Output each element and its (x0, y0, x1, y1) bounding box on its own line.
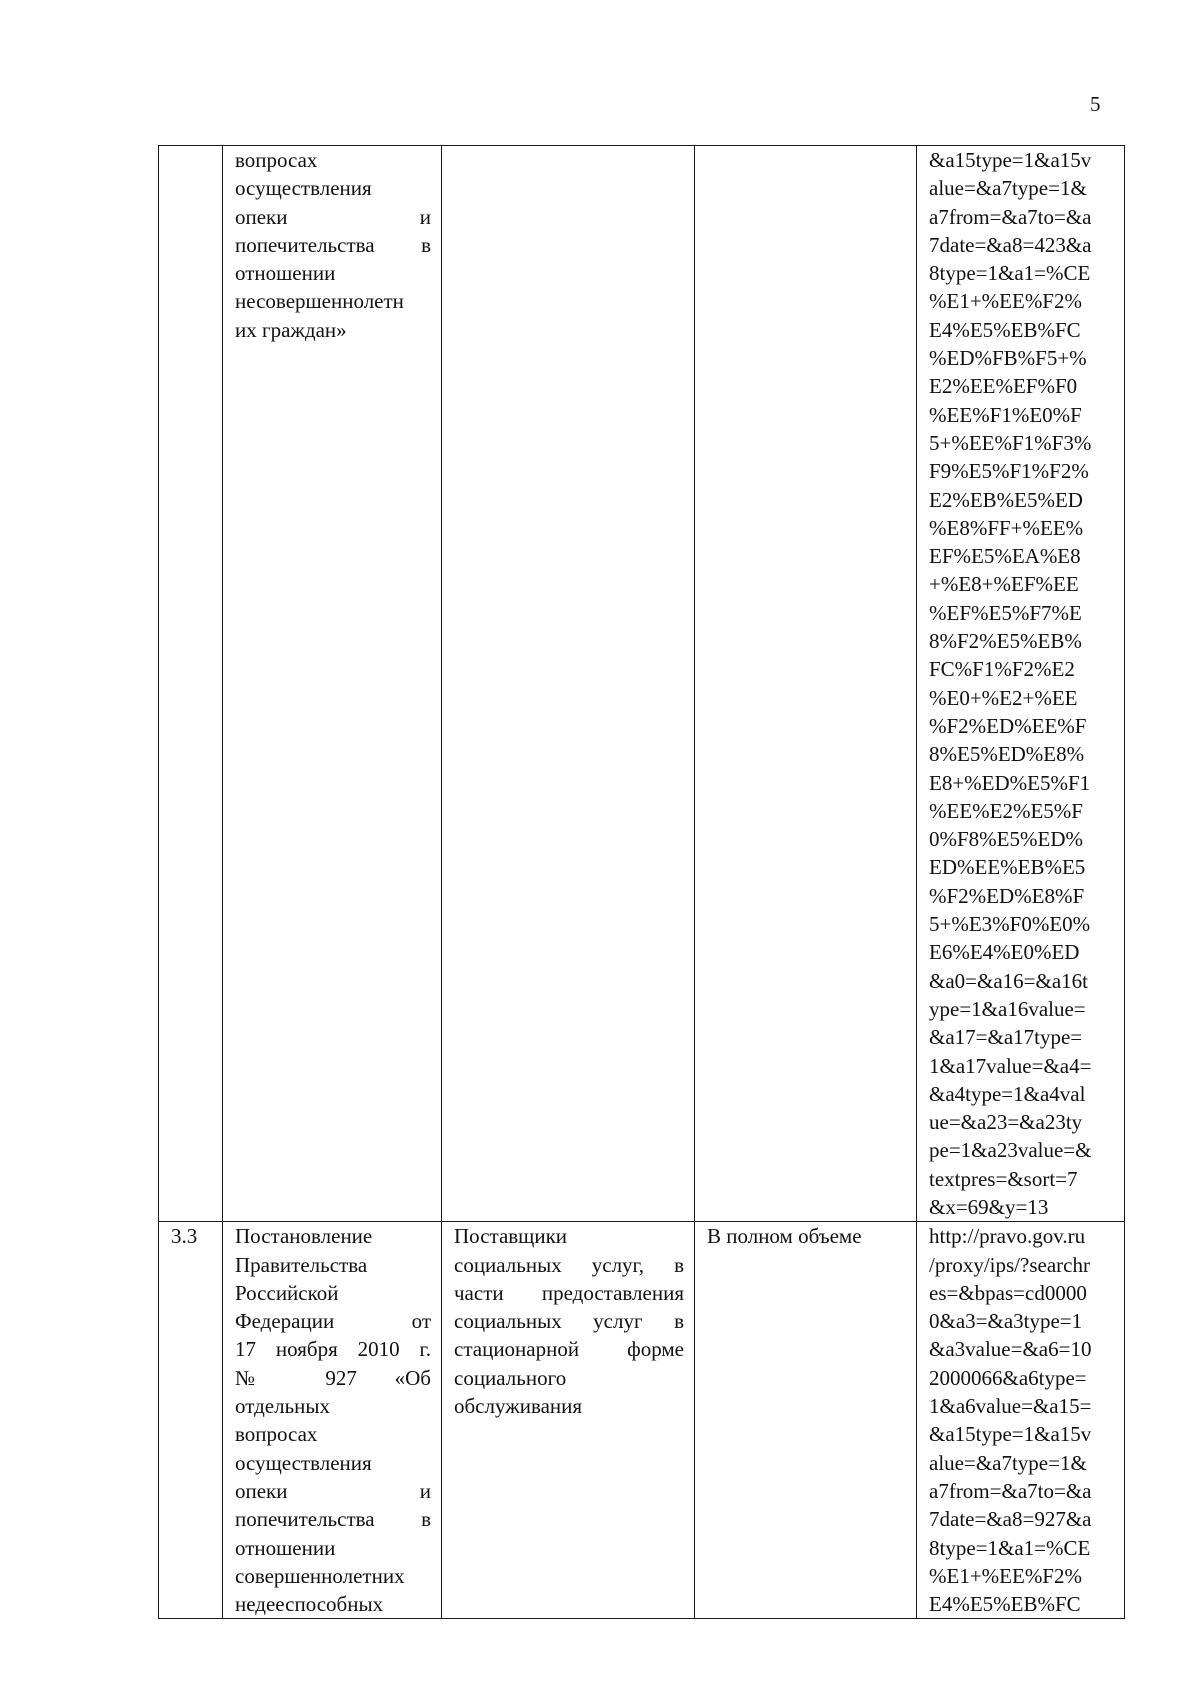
text-line: отношении (235, 1535, 336, 1560)
document-text (223, 146, 441, 344)
row-number: 3.3 (171, 1224, 198, 1249)
text-line: %EE%F1%E0%F (929, 402, 1082, 427)
text-line: ED%EE%EB%E5 (929, 855, 1086, 880)
text-line: осуществления (235, 176, 372, 201)
text-line: a7from=&a7to=&a (929, 1478, 1092, 1503)
page-number: 5 (1090, 92, 1101, 116)
text-line: %EE%E2%E5%F (929, 798, 1083, 823)
text-line: 0&a3=&a3type=1 (929, 1309, 1083, 1334)
text-line: alue=&a7type=1& (929, 176, 1087, 201)
text-line: Правительства (235, 1252, 368, 1277)
table-row (159, 146, 1125, 1222)
text-line: &x=69&y=13 (929, 1194, 1049, 1219)
text-line: E6%E4%E0%ED (929, 940, 1080, 965)
subjects-cell (442, 146, 695, 1222)
subjects-cell (442, 1222, 695, 1619)
text-line: опеки и (235, 1478, 431, 1503)
text-line: опеки и (235, 204, 431, 229)
text-line: 7date=&a8=927&a (929, 1507, 1092, 1532)
text-line: Российской (235, 1280, 339, 1305)
text-line: попечительства в (235, 1507, 431, 1532)
text-line: 8%F2%E5%EB% (929, 629, 1082, 654)
text-line: № 927 «Об (235, 1365, 431, 1390)
text-line: социального (454, 1365, 567, 1390)
text-line: &a0=&a16=&a16t (929, 968, 1088, 993)
text-line: социальных услуг, в (454, 1252, 684, 1277)
link-text (917, 1222, 1124, 1618)
text-line: %F2%ED%E8%F (929, 883, 1085, 908)
text-line: попечительства в (235, 232, 431, 257)
text-line: несовершеннолетн (235, 289, 404, 314)
text-line: /proxy/ips/?searchr (929, 1252, 1090, 1277)
text-line: pe=1&a23value=& (929, 1138, 1092, 1163)
text-line: 8%E5%ED%E8% (929, 742, 1085, 767)
text-line: отношении (235, 261, 336, 286)
text-line: &a3value=&a6=10 (929, 1337, 1092, 1362)
text-line: EF%E5%EA%E8 (929, 544, 1081, 569)
text-line: стационарной форме (454, 1337, 684, 1362)
text-line: 0%F8%E5%ED% (929, 827, 1083, 852)
document-cell (223, 146, 442, 1222)
text-line: вопросах (235, 1422, 318, 1447)
text-line: a7from=&a7to=&a (929, 204, 1092, 229)
scope-cell (695, 1222, 917, 1619)
text-line: E4%E5%EB%FC (929, 317, 1081, 342)
text-line: alue=&a7type=1& (929, 1450, 1087, 1475)
text-line: E2%EE%EF%F0 (929, 374, 1078, 399)
text-line: E2%EB%E5%ED (929, 487, 1083, 512)
text-line: обслуживания (454, 1394, 583, 1419)
text-line: 1&a17value=&a4= (929, 1053, 1092, 1078)
text-line: 7date=&a8=423&a (929, 232, 1092, 257)
text-line: вопросах (235, 148, 318, 172)
text-line: 1&a6value=&a15= (929, 1394, 1092, 1419)
text-line: %F2%ED%EE%F (929, 713, 1087, 738)
text-line: ype=1&a16value= (929, 996, 1086, 1021)
row-number-cell (159, 146, 223, 1222)
text-line: %E1+%EE%F2% (929, 289, 1082, 314)
subjects-text (442, 1222, 694, 1420)
document-text (223, 1222, 441, 1618)
text-line: &a15type=1&a15v (929, 148, 1092, 172)
text-line: Постановление (235, 1224, 373, 1249)
text-line: 8type=1&a1=%CE (929, 261, 1091, 286)
text-line: отдельных (235, 1394, 331, 1419)
text-line: Поставщики (454, 1224, 568, 1249)
link-text (917, 146, 1124, 1221)
text-line: %EF%E5%F7%E (929, 600, 1082, 625)
text-line: &a17=&a17type= (929, 1025, 1083, 1050)
text-line: совершеннолетних (235, 1563, 405, 1588)
text-line: ue=&a23=&a23ty (929, 1110, 1083, 1135)
text-line: недееспособных (235, 1592, 384, 1617)
text-line: textpres=&sort=7 (929, 1166, 1078, 1191)
text-line: социальных услуг в (454, 1309, 684, 1334)
text-line: их граждан» (235, 317, 347, 342)
text-line: 2000066&a6type= (929, 1365, 1087, 1390)
text-line: осуществления (235, 1450, 372, 1475)
text-line: %E1+%EE%F2% (929, 1563, 1082, 1588)
text-line: %ED%FB%F5+% (929, 346, 1087, 371)
text-line: E4%E5%EB%FC (929, 1592, 1081, 1617)
text-line: 8type=1&a1=%CE (929, 1535, 1091, 1560)
text-line: %E0+%E2+%EE (929, 685, 1078, 710)
text-line: F9%E5%F1%F2% (929, 459, 1089, 484)
text-line: %E8%FF+%EE% (929, 515, 1084, 540)
row-number-cell (159, 1222, 223, 1619)
scope-cell (695, 146, 917, 1222)
text-line: 5+%E3%F0%E0% (929, 912, 1091, 937)
table-row (159, 1222, 1125, 1619)
text-line: FC%F1%F2%E2 (929, 657, 1075, 682)
text-line: &a4type=1&a4val (929, 1081, 1086, 1106)
text-line: es=&bpas=cd0000 (929, 1280, 1087, 1305)
text-line: 5+%EE%F1%F3% (929, 430, 1092, 455)
text-line: http://pravo.gov.ru (929, 1224, 1086, 1249)
text-line: E8+%ED%E5%F1 (929, 770, 1091, 795)
text-line: части предоставления (454, 1280, 684, 1305)
link-cell (917, 146, 1125, 1222)
text-line: Федерации от (235, 1309, 431, 1334)
legal-acts-table (158, 145, 1125, 1619)
text-line: &a15type=1&a15v (929, 1422, 1092, 1447)
document-cell (223, 1222, 442, 1619)
text-line: +%E8+%EF%EE (929, 572, 1079, 597)
text-line: 17 ноября 2010 г. (235, 1337, 431, 1362)
scope-text (695, 1222, 916, 1250)
link-cell (917, 1222, 1125, 1619)
text-line: В полном объеме (707, 1224, 862, 1249)
